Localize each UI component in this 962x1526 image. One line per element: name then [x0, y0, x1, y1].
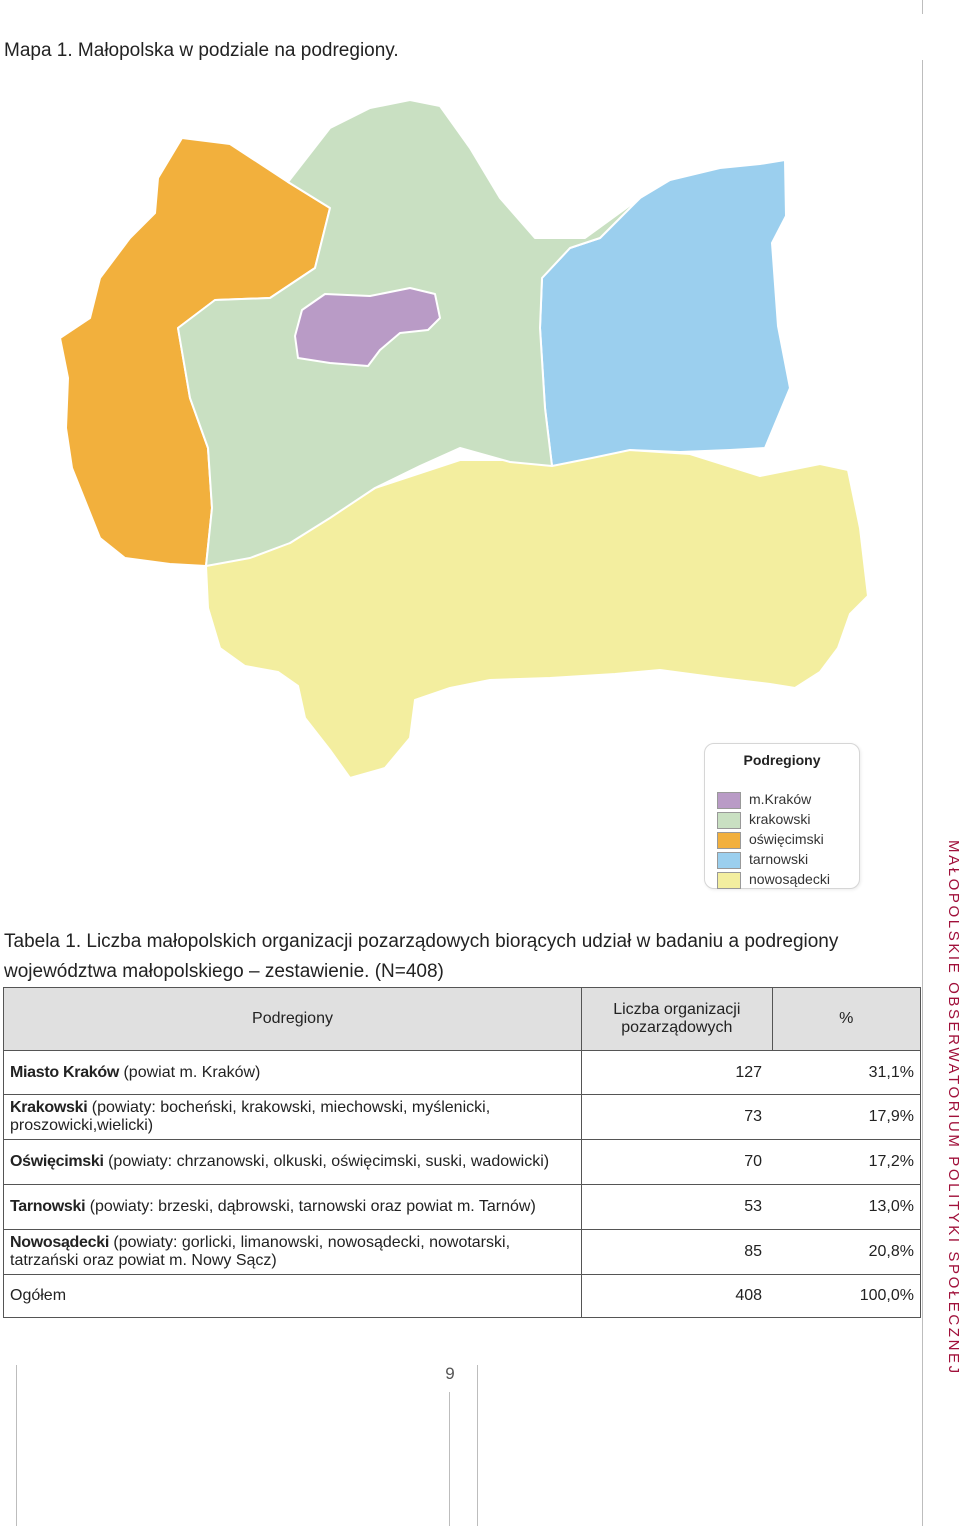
row-percent: 31,1% — [772, 1051, 920, 1095]
row-name: Oświęcimski — [10, 1153, 104, 1170]
legend-swatch — [717, 872, 741, 889]
total-label: Ogółem — [4, 1275, 582, 1318]
legend-label: tarnowski — [749, 851, 809, 867]
table-row — [4, 1051, 921, 1095]
frame-line-right — [922, 60, 923, 1526]
total-count: 408 — [582, 1275, 773, 1318]
legend-label: nowosądecki — [749, 871, 830, 887]
table-row — [4, 1185, 921, 1230]
map-caption: Mapa 1. Małopolska w podziale na podregiony. — [4, 40, 399, 61]
subregion-map — [30, 88, 880, 788]
map-region-tarnowski — [540, 160, 790, 466]
frame-line-left-bottom — [16, 1365, 17, 1526]
row-percent: 17,9% — [772, 1095, 920, 1140]
legend-swatch — [717, 832, 741, 849]
row-count: 73 — [582, 1095, 773, 1140]
header-percent: % — [772, 988, 920, 1051]
header-count: Liczba organizacji pozarządowych — [582, 988, 773, 1051]
row-desc: (powiaty: brzeski, dąbrowski, tarnowski oraz powiat m. Tarnów) — [85, 1198, 536, 1215]
legend-swatch — [717, 792, 741, 809]
legend-title: Podregiony — [743, 752, 821, 768]
frame-line-mid-bottom — [477, 1365, 478, 1526]
row-percent: 13,0% — [772, 1185, 920, 1230]
table-row — [4, 1140, 921, 1185]
page-number: 9 — [445, 1364, 455, 1383]
row-desc: (powiaty: chrzanowski, olkuski, oświęcimski, suski, wadowicki) — [103, 1153, 550, 1170]
legend-swatch — [717, 852, 741, 869]
legend-label: m.Kraków — [749, 791, 812, 807]
frame-line-right-top — [922, 0, 923, 14]
row-percent: 20,8% — [772, 1230, 920, 1275]
row-label — [4, 1230, 582, 1275]
row-label — [4, 1185, 582, 1230]
row-desc: (powiat m. Kraków) — [119, 1063, 261, 1081]
row-count: 53 — [582, 1185, 773, 1230]
header-podregiony: Podregiony — [4, 988, 582, 1051]
row-name: Tarnowski — [10, 1198, 86, 1215]
row-label — [4, 1051, 582, 1095]
subregion-table — [3, 987, 921, 1318]
row-name: Miasto Kraków — [10, 1063, 120, 1081]
row-desc: (powiaty: bocheński, krakowski, miechowski, myślenicki, proszowicki,wielicki) — [10, 1099, 491, 1134]
legend-label: oświęcimski — [749, 831, 824, 847]
table-caption: Tabela 1. Liczba małopolskich organizacji pozarządowych biorących udział w badaniu a podregiony województwa małopolskiego – zestawienie. (N=408) — [4, 931, 839, 982]
row-desc: (powiaty: gorlicki, limanowski, nowosądecki, nowotarski, tatrzański oraz powiat m. Nowy Sącz) — [10, 1234, 511, 1269]
legend-swatch — [717, 812, 741, 829]
row-name: Nowosądecki — [10, 1234, 109, 1251]
legend-label: krakowski — [749, 811, 811, 827]
table-total-row — [4, 1275, 921, 1318]
row-label — [4, 1140, 582, 1185]
row-name: Krakowski — [10, 1099, 88, 1116]
row-count: 70 — [582, 1140, 773, 1185]
row-percent: 17,2% — [772, 1140, 920, 1185]
row-count: 85 — [582, 1230, 773, 1275]
side-banner: MAŁOPOLSKIE OBSERWATORIUM POLITYKI SPOŁECZNEJ — [945, 840, 962, 1376]
table-row — [4, 1095, 921, 1140]
frame-line-page-number — [449, 1392, 450, 1526]
row-label — [4, 1095, 582, 1140]
table-header-row — [4, 988, 921, 1051]
row-count: 127 — [582, 1051, 773, 1095]
map-legend — [704, 743, 860, 889]
table-row — [4, 1230, 921, 1275]
total-percent: 100,0% — [772, 1275, 920, 1318]
